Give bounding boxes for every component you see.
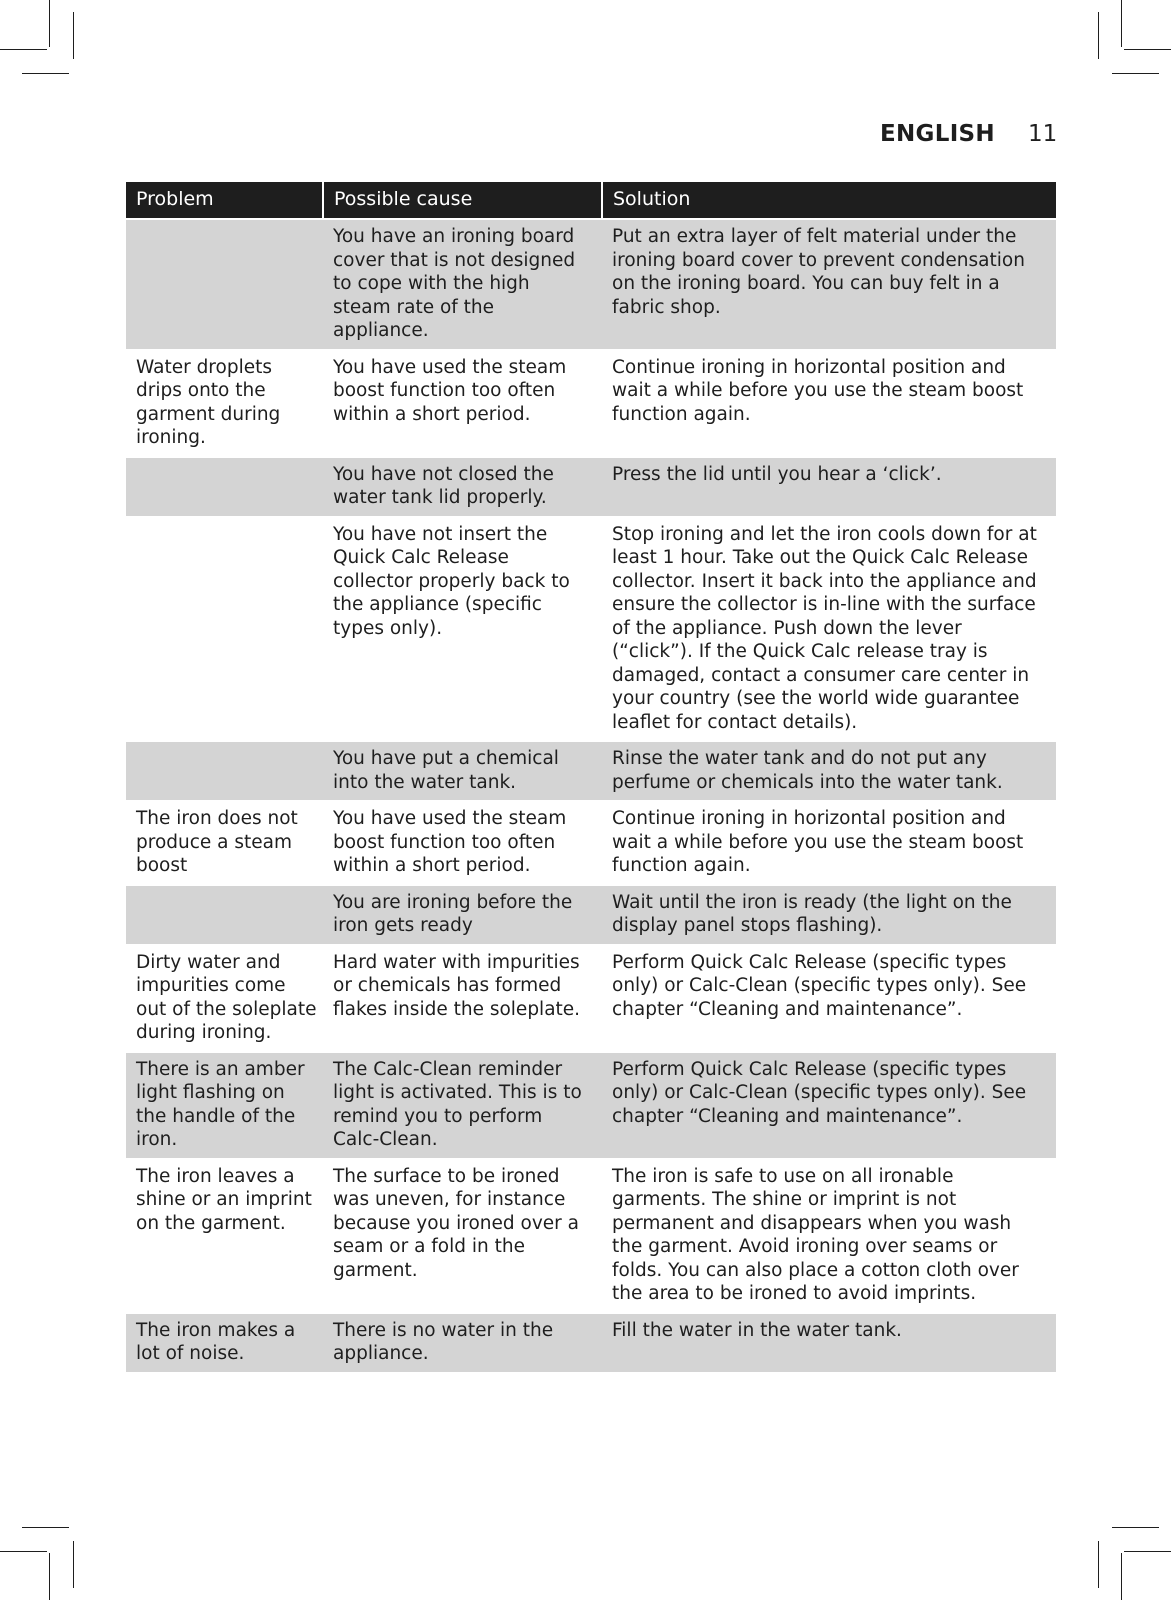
cause-cell: There is no water in the appliance. — [323, 1313, 602, 1372]
problem-cell: The iron makes a lot of noise. — [126, 1313, 323, 1372]
solution-cell: Rinse the water tank and do not put any perfume or chemicals into the water tank. — [602, 741, 1056, 801]
cause-cell: You have not insert the Quick Calc Release collector properly back to the appliance (specific types only). — [323, 517, 602, 742]
table-row — [126, 945, 1056, 1052]
problem-cell — [126, 457, 323, 517]
table-row — [126, 885, 1056, 945]
language-label: ENGLISH — [880, 121, 995, 147]
solution-cell: Stop ironing and let the iron cools down for at least 1 hour. Take out the Quick Calc Release collector. Insert it back into the appliance and ensure the collector is in-line with the surface of the appliance. Push down the lever (“click”). If the Quick Calc release tray is damaged, contact a consumer care center in your country (see the world wide guarantee leaflet for contact details). — [602, 517, 1056, 742]
table-row — [126, 1159, 1056, 1313]
table-row — [126, 801, 1056, 885]
page-number: 11 — [1028, 121, 1058, 147]
problem-cell: There is an amber light flashing on the handle of the iron. — [126, 1052, 323, 1159]
cause-cell: You have used the steam boost function too often within a short period. — [323, 350, 602, 457]
cause-cell: The surface to be ironed was uneven, for instance because you ironed over a seam or a fold in the garment. — [323, 1159, 602, 1313]
problem-cell: The iron does not produce a steam boost — [126, 801, 323, 885]
problem-cell: The iron leaves a shine or an imprint on the garment. — [126, 1159, 323, 1313]
solution-cell: The iron is safe to use on all ironable garments. The shine or imprint is not permanent and disappears when you wash the garment. Avoid ironing over seams or folds. You can also place a cotton cloth over the area to be ironed to avoid imprints. — [602, 1159, 1056, 1313]
solution-cell: Continue ironing in horizontal position and wait a while before you use the steam boost function again. — [602, 801, 1056, 885]
table-row — [126, 1313, 1056, 1372]
column-header-cause: Possible cause — [323, 182, 602, 219]
crop-mark — [49, 0, 50, 47]
solution-cell: Put an extra layer of felt material under the ironing board cover to prevent condensation on the ironing board. You can buy felt in a fabric shop. — [602, 219, 1056, 350]
crop-mark — [1098, 12, 1099, 59]
cause-cell: You have an ironing board cover that is not designed to cope with the high steam rate of the appliance. — [323, 219, 602, 350]
crop-mark — [1121, 1553, 1122, 1600]
problem-cell: Water droplets drips onto the garment during ironing. — [126, 350, 323, 457]
column-header-solution: Solution — [602, 182, 1056, 219]
table-header-row — [126, 182, 1056, 219]
cause-cell: You have put a chemical into the water tank. — [323, 741, 602, 801]
problem-cell — [126, 219, 323, 350]
crop-mark — [1124, 49, 1171, 50]
crop-mark — [73, 1541, 74, 1588]
cause-cell: The Calc-Clean reminder light is activated. This is to remind you to perform Calc-Clean. — [323, 1052, 602, 1159]
solution-cell: Perform Quick Calc Release (specific types only) or Calc-Clean (specific types only). See chapter “Cleaning and maintenance”. — [602, 945, 1056, 1052]
crop-mark — [49, 1553, 50, 1600]
crop-mark — [0, 49, 47, 50]
crop-mark — [73, 12, 74, 59]
table-row — [126, 350, 1056, 457]
crop-mark — [0, 1551, 47, 1552]
solution-cell: Continue ironing in horizontal position and wait a while before you use the steam boost function again. — [602, 350, 1056, 457]
table-row — [126, 517, 1056, 742]
crop-mark — [22, 1527, 69, 1528]
crop-mark — [1124, 1551, 1171, 1552]
solution-cell: Wait until the iron is ready (the light on the display panel stops flashing). — [602, 885, 1056, 945]
cause-cell: You have not closed the water tank lid properly. — [323, 457, 602, 517]
solution-cell: Fill the water in the water tank. — [602, 1313, 1056, 1372]
table-row — [126, 741, 1056, 801]
table-row — [126, 457, 1056, 517]
problem-cell — [126, 741, 323, 801]
crop-mark — [1121, 0, 1122, 47]
cause-cell: You are ironing before the iron gets ready — [323, 885, 602, 945]
solution-cell: Perform Quick Calc Release (specific types only) or Calc-Clean (specific types only). See chapter “Cleaning and maintenance”. — [602, 1052, 1056, 1159]
crop-mark — [1112, 73, 1159, 74]
solution-cell: Press the lid until you hear a ‘click’. — [602, 457, 1056, 517]
table-body — [126, 219, 1056, 1372]
crop-mark — [22, 73, 69, 74]
troubleshooting-table — [126, 182, 1056, 1372]
cause-cell: Hard water with impurities or chemicals has formed flakes inside the soleplate. — [323, 945, 602, 1052]
crop-mark — [1098, 1541, 1099, 1588]
problem-cell: Dirty water and impurities come out of the soleplate during ironing. — [126, 945, 323, 1052]
table-row — [126, 219, 1056, 350]
problem-cell — [126, 517, 323, 742]
column-header-problem: Problem — [126, 182, 323, 219]
page-header — [880, 121, 1058, 147]
problem-cell — [126, 885, 323, 945]
table-row — [126, 1052, 1056, 1159]
cause-cell: You have used the steam boost function too often within a short period. — [323, 801, 602, 885]
crop-mark — [1112, 1527, 1159, 1528]
